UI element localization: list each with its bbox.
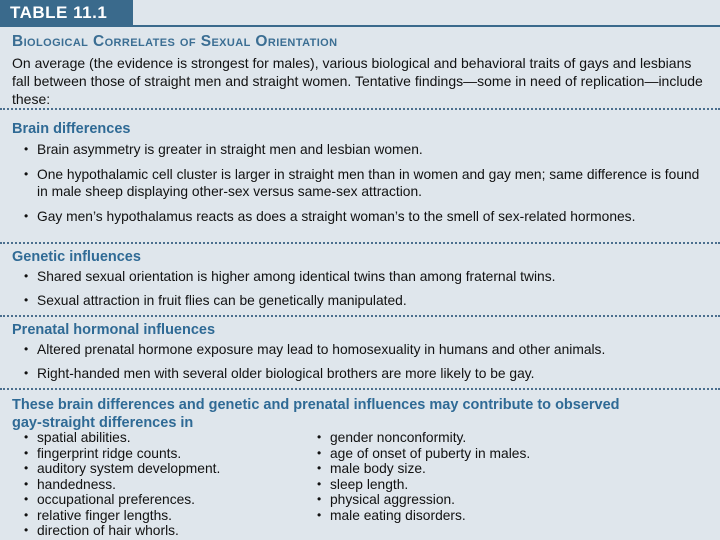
list-item <box>12 365 712 382</box>
list-item <box>12 523 302 539</box>
item-text: Altered prenatal hormone exposure may lead to homosexuality in humans and other animals. <box>37 342 606 357</box>
list-item <box>12 208 712 225</box>
item-text: male body size. <box>330 461 426 476</box>
bullet-icon: • <box>317 430 322 444</box>
item-text: male eating disorders. <box>330 507 466 523</box>
item-text: fingerprint ridge counts. <box>37 445 182 461</box>
bullet-icon: • <box>24 366 29 380</box>
bullet-icon: • <box>317 461 322 475</box>
bullet-icon: • <box>24 523 29 537</box>
header-rule <box>0 25 720 27</box>
section-heading: Genetic influences <box>12 249 141 265</box>
item-text: sleep length. <box>330 476 409 492</box>
list-item <box>305 492 705 508</box>
list-item <box>12 446 302 462</box>
summary-heading: These brain differences and genetic and prenatal influences may contribute to observed gay-straight differences in <box>12 397 620 431</box>
bullet-icon: • <box>317 507 322 522</box>
list-item <box>12 141 712 158</box>
bullet-icon: • <box>317 492 322 506</box>
bullet-icon: • <box>24 476 29 491</box>
list-item <box>305 461 705 477</box>
list-item <box>12 477 302 493</box>
item-text: Shared sexual orientation is higher among identical twins than among fraternal twins. <box>37 269 556 284</box>
bullet-icon: • <box>24 293 29 307</box>
section-divider <box>0 242 720 244</box>
item-list <box>12 341 712 382</box>
item-list <box>12 141 712 225</box>
bullet-icon: • <box>24 209 29 223</box>
item-text: Brain asymmetry is greater in straight men and lesbian women. <box>37 142 423 157</box>
item-text: Right-handed men with several older biological brothers are more likely to be gay. <box>37 366 535 381</box>
item-text: occupational preferences. <box>37 492 195 507</box>
bullet-icon: • <box>24 269 29 283</box>
item-text: Gay men’s hypothalamus reacts as does a straight woman’s to the smell of sex-related hormones. <box>37 209 636 224</box>
list-item <box>12 461 302 477</box>
intro-paragraph: On average (the evidence is strongest for males), various biological and behavioral traits of gays and lesbians fall between those of straight men and straight women. Tentative findings—some in need of replication—include these: <box>12 55 703 107</box>
section-divider <box>0 108 720 110</box>
item-text: direction of hair whorls. <box>37 523 179 538</box>
list-item <box>12 268 712 285</box>
bullet-icon: • <box>24 507 29 522</box>
list-item <box>12 292 712 309</box>
list-item <box>12 166 712 200</box>
list-item <box>305 446 705 462</box>
bullet-icon: • <box>317 445 322 460</box>
item-text: auditory system development. <box>37 461 221 476</box>
section-heading: Brain differences <box>12 121 131 137</box>
section-prenatal-hormonal-influences <box>12 321 712 382</box>
item-list <box>12 268 712 309</box>
list-item <box>12 341 712 358</box>
item-text: handedness. <box>37 476 117 492</box>
list-item <box>305 508 705 524</box>
bullet-icon: • <box>24 342 29 356</box>
list-item <box>12 492 302 508</box>
section-heading: Prenatal hormonal influences <box>12 322 216 338</box>
bullet-icon: • <box>317 476 322 491</box>
section-summary <box>12 396 712 432</box>
list-item <box>12 508 302 524</box>
summary-right-column <box>305 430 705 523</box>
list-item <box>305 477 705 493</box>
item-list <box>12 430 302 539</box>
item-text: gender nonconformity. <box>330 430 467 445</box>
section-genetic-influences <box>12 248 712 309</box>
item-text: relative finger lengths. <box>37 507 172 523</box>
item-text: One hypothalamic cell cluster is larger in straight men than in women and gay men; same difference is found in male sheep displaying other-sex versus same-sex attraction. <box>37 167 700 199</box>
item-text: age of onset of puberty in males. <box>330 445 531 461</box>
item-list <box>305 430 705 523</box>
bullet-icon: • <box>24 461 29 475</box>
table-title: Biological Correlates of Sexual Orientation <box>12 33 338 50</box>
bullet-icon: • <box>24 445 29 460</box>
section-brain-differences <box>12 120 712 225</box>
bullet-icon: • <box>24 167 29 181</box>
table-label: TABLE 11.1 <box>0 0 133 26</box>
summary-left-column <box>12 430 302 539</box>
list-item <box>12 430 302 446</box>
bullet-icon: • <box>24 430 29 444</box>
list-item <box>305 430 705 446</box>
item-text: Sexual attraction in fruit flies can be genetically manipulated. <box>37 293 407 308</box>
bullet-icon: • <box>24 492 29 506</box>
section-divider <box>0 315 720 317</box>
item-text: spatial abilities. <box>37 430 131 445</box>
bullet-icon: • <box>24 142 29 156</box>
item-text: physical aggression. <box>330 492 456 507</box>
section-divider <box>0 388 720 390</box>
